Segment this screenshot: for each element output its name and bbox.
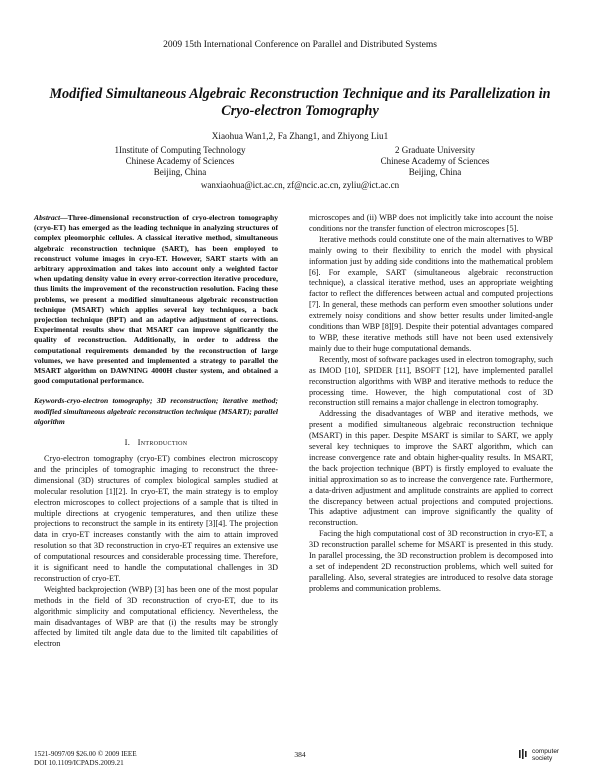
computer-society-icon — [518, 748, 530, 760]
footer-doi: DOI 10.1109/ICPADS.2009.21 — [34, 758, 124, 767]
keywords: Keywords-cryo-electron tomography; 3D reconstruction; iterative method; modified simultaneous algebraic reconstruction technique (MSART); parallel algorithm — [34, 396, 278, 426]
logo-line-2: society — [532, 755, 553, 762]
computer-society-logo — [516, 745, 566, 769]
affiliation-right-line: Chinese Academy of Sciences — [380, 156, 490, 166]
abstract-lead: Abstract — [34, 213, 61, 222]
authors: Xiaohua Wan1,2, Fa Zhang1, and Zhiyong Liu1 — [211, 131, 389, 141]
conference-header: 2009 15th International Conference on Parallel and Distributed Systems — [163, 40, 437, 50]
abstract-text: —Three-dimensional reconstruction of cryo-electron tomography (cryo-ET) has emerged as the leading technique in analyzing structures of complex pleomorphic cellules. A classical iterative method, simultaneous algebraic reconstruction technique (SART), has been employed to reconstruct volume images in cryo-ET. However, SART starts with an arbitrary approximation and takes into account only a weighted factor when updating density value in every error-correction iterative procedure, thus limits the improvement of the reconstruction resolution. Facing these problems, we present a modified simultaneous algebraic reconstruction technique (MSART) which applies several key techniques, a back projection technique (BPT) and an adaptive adjustment of corrections. Experimental results show that MSART can improve significantly the quality of reconstruction. Additionally, in order to address the computational requirements demanded by the reconstruction of large volumes, we have presented and implemented a strategy to parallel the MSART algorithm on DAWNING 4000H cluster system, and obtained a good computational performance. — [34, 213, 278, 386]
body-paragraph: Iterative methods could constitute one of the main alternatives to WBP mainly owing to their flexibility to enrich the model with physical information just by adding side conditions into the mathematical problem [6]. For example, SART (simultaneous algebraic reconstruction technique), a classical iterative method, uses an appropriate weighting factor to reflect the differences between actual and computed projections [7]. In general, these methods can perform even smoother solutions under extremely noisy conditions and show better results under limited-angle conditions than WBP [8][9]. Despite their potential advantages compared to WBP, these iterative methods still have not been used extensively mainly due to their huge computational demands. — [309, 234, 553, 353]
title-line-2: Cryo-electron Tomography — [221, 103, 379, 119]
section-number: I. — [124, 437, 131, 448]
section-heading — [34, 437, 278, 448]
affiliation-left-line: 1Institute of Computing Technology — [114, 145, 246, 155]
affiliation-left-line: Beijing, China — [153, 167, 207, 177]
right-column — [309, 213, 553, 595]
affiliation-left — [70, 145, 290, 178]
logo-text — [532, 748, 559, 762]
body-paragraph: Recently, most of software packages used in electron tomography, such as IMOD [10], SPIDER [11], BSOFT [12], have implemented parallel reconstruction algorithms with WBP and iterative methods to reduce the processing time. However, the high computational cost of 3D reconstruction still remains a major challenge in electron tomography. — [309, 354, 553, 408]
title-line-1: Modified Simultaneous Algebraic Reconstruction Technique and its Parallelization in — [49, 86, 551, 102]
affiliation-right-line: 2 Graduate University — [395, 145, 475, 155]
body-paragraph: Weighted backprojection (WBP) [3] has been one of the most popular methods in the field of 3D reconstruction of cryo-ET, due to its algorithmic simplicity and computational efficiency. Nevertheless, the main disadvantages of WBP are that (i) the results may be strongly affected by limited tilt angle data due to the limited tilt capabilities of electron — [34, 584, 278, 649]
affiliation-right-line: Beijing, China — [408, 167, 462, 177]
left-column — [34, 213, 278, 650]
author-emails: wanxiaohua@ict.ac.cn, zf@ncic.ac.cn, zyliu@ict.ac.cn — [200, 180, 400, 190]
abstract — [34, 213, 278, 386]
body-paragraph: Facing the high computational cost of 3D reconstruction in cryo-ET, a 3D reconstruction parallel scheme for MSART is presented in this study. In parallel processing, the 3D reconstruction problem is decomposed into a set of independent 2D reconstruction problems, which well suited for paralleling. Also, several strategies are introduced to resolve data storage problems and communication problems. — [309, 529, 553, 593]
section-title: Introduction — [137, 437, 188, 448]
body-paragraph: microscopes and (ii) WBP does not implicitly take into account the noise conditions nor the transfer function of electron microscopes [5]. — [309, 213, 553, 233]
affiliation-left-line: Chinese Academy of Sciences — [125, 156, 235, 166]
affiliation-right — [330, 145, 540, 178]
paper-title — [40, 86, 560, 120]
footer-issn: 1521-9097/09 $26.00 © 2009 IEEE — [34, 750, 137, 758]
body-paragraph: Addressing the disadvantages of WBP and iterative methods, we present a modified simultaneous algebraic reconstruction technique (MSART) in this paper. Despite MSART is similar to SART, we apply several key techniques to improve the SART algorithm, which can increase convergence rate and obtain higher-quality results. In MSART, the back projection technique (BPT) is firstly employed to evaluate the initial approximation so as to increase the convergence rate. Furthermore, a data-driven adjustment and amplitude constraints are applied to correct the discrepancy between actual projections and computed projections. This adaptive adjustment can improve significantly the quality of reconstruction. — [309, 409, 553, 528]
page-number: 384 — [294, 750, 306, 759]
body-paragraph: Cryo-electron tomography (cryo-ET) combines electron microscopy and the principles of tomographic imaging to reconstruct the three-dimensional (3D) structures of complex biological samples studied at molecular resolution [1][2]. In cryo-ET, the main strategy is to employ electron microscopes to collect projections of a sample that is tilted in multiple directions at cryogenic temperatures, and then utilize these projections to reconstruct the sample in its entirety [3][4]. The projection data in cryo-ET increases constantly with the aim to attain improved resolution so that 3D reconstruction in cryo-ET requires an extensive use of computational resources and considerable processing time. Therefore, it is significant need to handle the computational challenges in 3D reconstruction of cryo-ET. — [34, 453, 278, 583]
logo-line-1: computer — [532, 748, 560, 755]
